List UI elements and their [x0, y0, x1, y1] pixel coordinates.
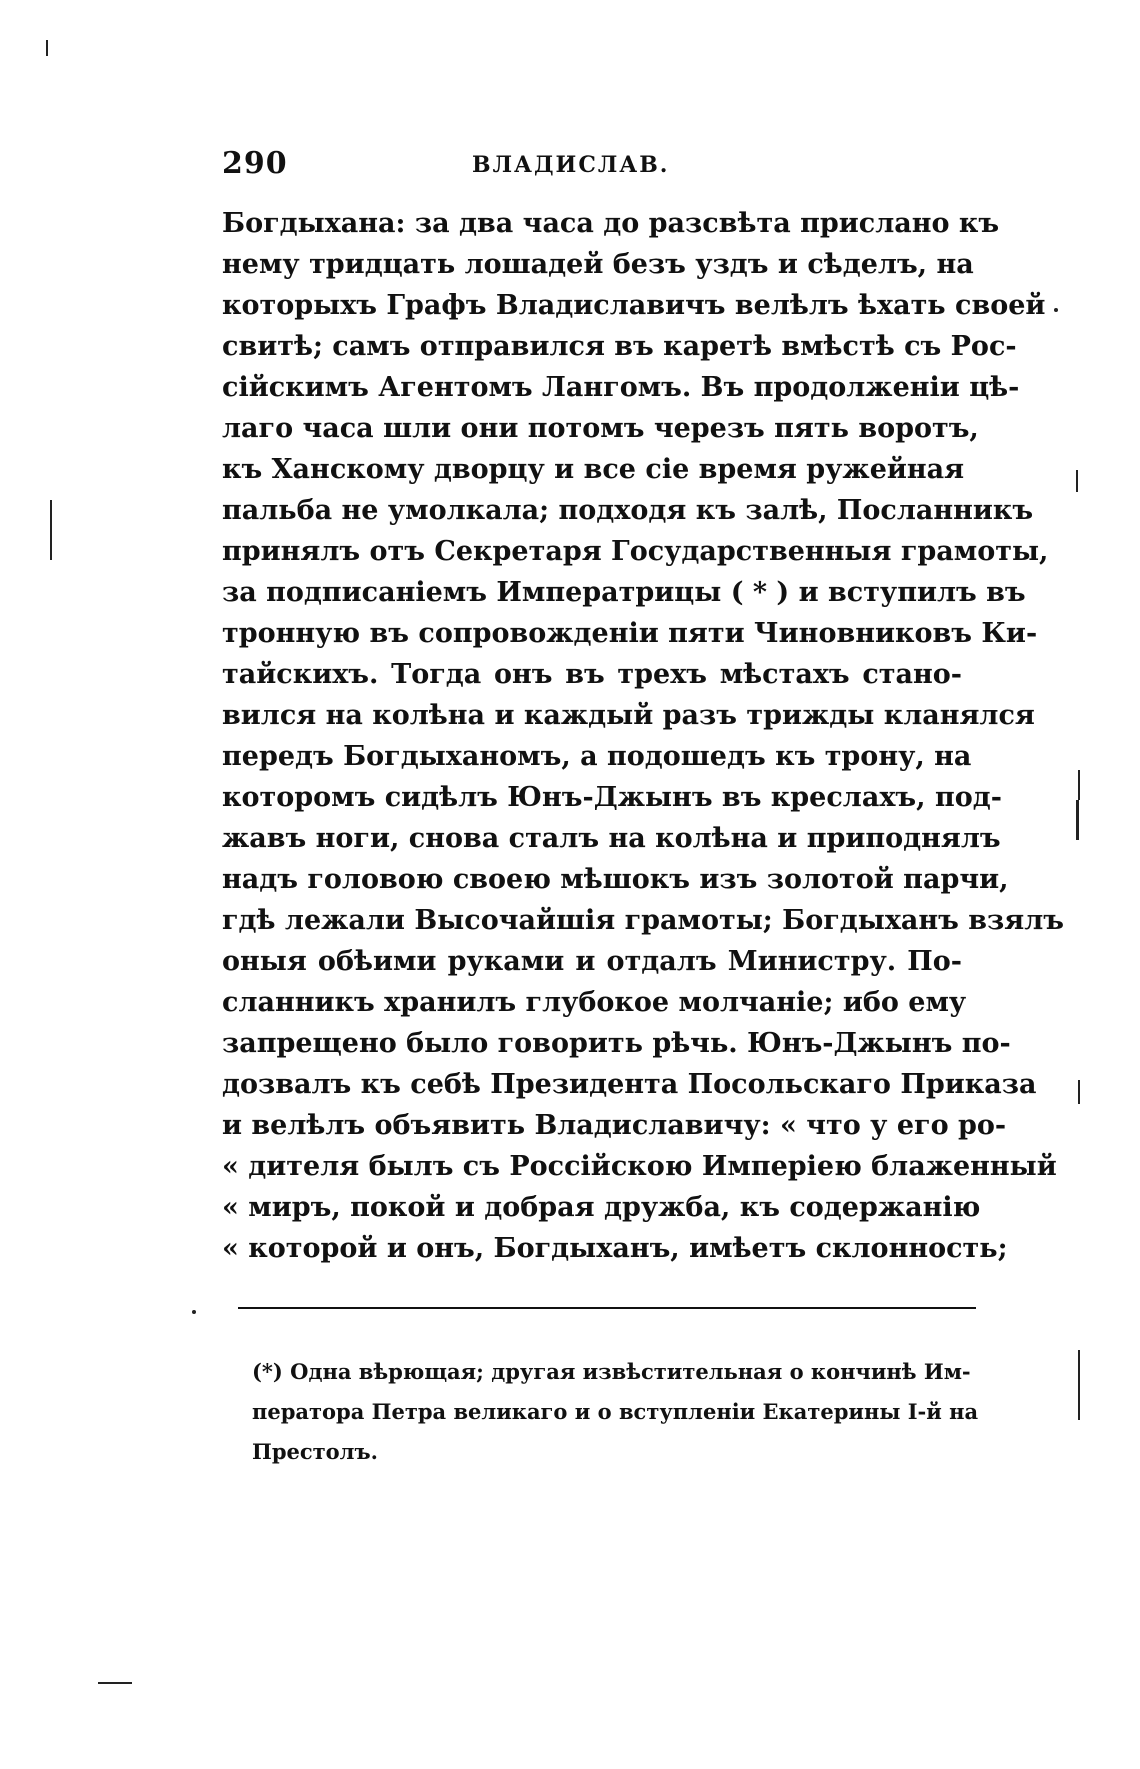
footnote	[252, 1352, 979, 1472]
text-line: и велѣлъ объявить Владиславичу: « что у его ро-	[222, 1110, 1007, 1141]
scan-mark	[1078, 1350, 1080, 1420]
text-line: которомъ сидѣлъ Юнъ-Джынъ въ креслахъ, под-	[222, 782, 1002, 813]
scan-dot	[192, 1310, 196, 1314]
scan-mark	[1078, 1080, 1080, 1104]
text-line: запрещено было говорить рѣчь. Юнъ-Джынъ по-	[222, 1028, 1011, 1059]
footnote-line: ператора Петра великаго и о вступленіи Екатерины I-й на	[252, 1399, 979, 1424]
text-line: тронную въ сопровожденіи пяти Чиновниковъ Ки-	[222, 618, 1038, 649]
text-line: принялъ отъ Секретаря Государственныя грамоты,	[222, 536, 1049, 567]
scan-mark	[1078, 770, 1080, 800]
text-line: сійскимъ Агентомъ Лангомъ. Въ продолженіи цѣ-	[222, 372, 1020, 403]
text-line: къ Ханскому дворцу и все сіе время ружейная	[222, 454, 965, 485]
footnote-line: (*) Одна вѣрющая; другая извѣстительная о кончинѣ Им-	[252, 1359, 971, 1384]
text-line: которыхъ Графъ Владиславичъ велѣлъ ѣхать своей	[222, 290, 1046, 321]
scan-mark	[1076, 470, 1078, 492]
body-text	[222, 203, 1064, 1269]
text-line: дозвалъ къ себѣ Президента Посольскаго Приказа	[222, 1069, 1037, 1100]
scan-mark	[46, 40, 48, 56]
scan-mark	[50, 500, 52, 560]
text-line: « миръ, покой и добрая дружба, къ содержанію	[222, 1192, 981, 1223]
text-line: передъ Богдыханомъ, а подошедъ къ трону, на	[222, 741, 972, 772]
text-line: надъ головою своею мѣшокъ изъ золотой парчи,	[222, 864, 1009, 895]
scan-mark	[98, 1682, 132, 1684]
text-line: лаго часа шли они потомъ черезъ пять воротъ,	[222, 413, 979, 444]
text-line: пальба не умолкала; подходя къ залѣ, Посланникъ	[222, 495, 1034, 526]
text-line: « дителя былъ съ Россійскою Имперіею блаженный	[222, 1151, 1057, 1182]
text-line: нему тридцать лошадей безъ уздъ и сѣделъ, на	[222, 249, 974, 280]
scan-dot	[1054, 308, 1058, 312]
footnote-line: Престолъ.	[252, 1439, 378, 1464]
running-title: ВЛАДИСЛАВ.	[472, 152, 670, 178]
text-line: Богдыхана: за два часа до разсвѣта прислано къ	[222, 208, 1000, 239]
page-number: 290	[222, 146, 288, 181]
text-line: « которой и онъ, Богдыханъ, имѣетъ склонность;	[222, 1233, 1008, 1264]
text-line: оныя обѣими руками и отдалъ Министру. По-	[222, 946, 962, 977]
scan-mark	[1076, 800, 1079, 840]
text-line: вился на колѣна и каждый разъ трижды кланялся	[222, 700, 1035, 731]
page-header	[222, 146, 962, 186]
text-line: гдѣ лежали Высочайшія грамоты; Богдыханъ взялъ	[222, 905, 1064, 936]
footnote-separator	[238, 1307, 976, 1309]
text-line: тайскихъ. Тогда онъ въ трехъ мѣстахъ стано-	[222, 659, 962, 690]
text-line: сланникъ хранилъ глубокое молчаніе; ибо ему	[222, 987, 967, 1018]
text-line: за подписаніемъ Императрицы ( * ) и вступилъ въ	[222, 577, 1026, 608]
text-line: свитѣ; самъ отправился въ каретѣ вмѣстѣ съ Рос-	[222, 331, 1017, 362]
text-line: жавъ ноги, снова сталъ на колѣна и приподнялъ	[222, 823, 1001, 854]
